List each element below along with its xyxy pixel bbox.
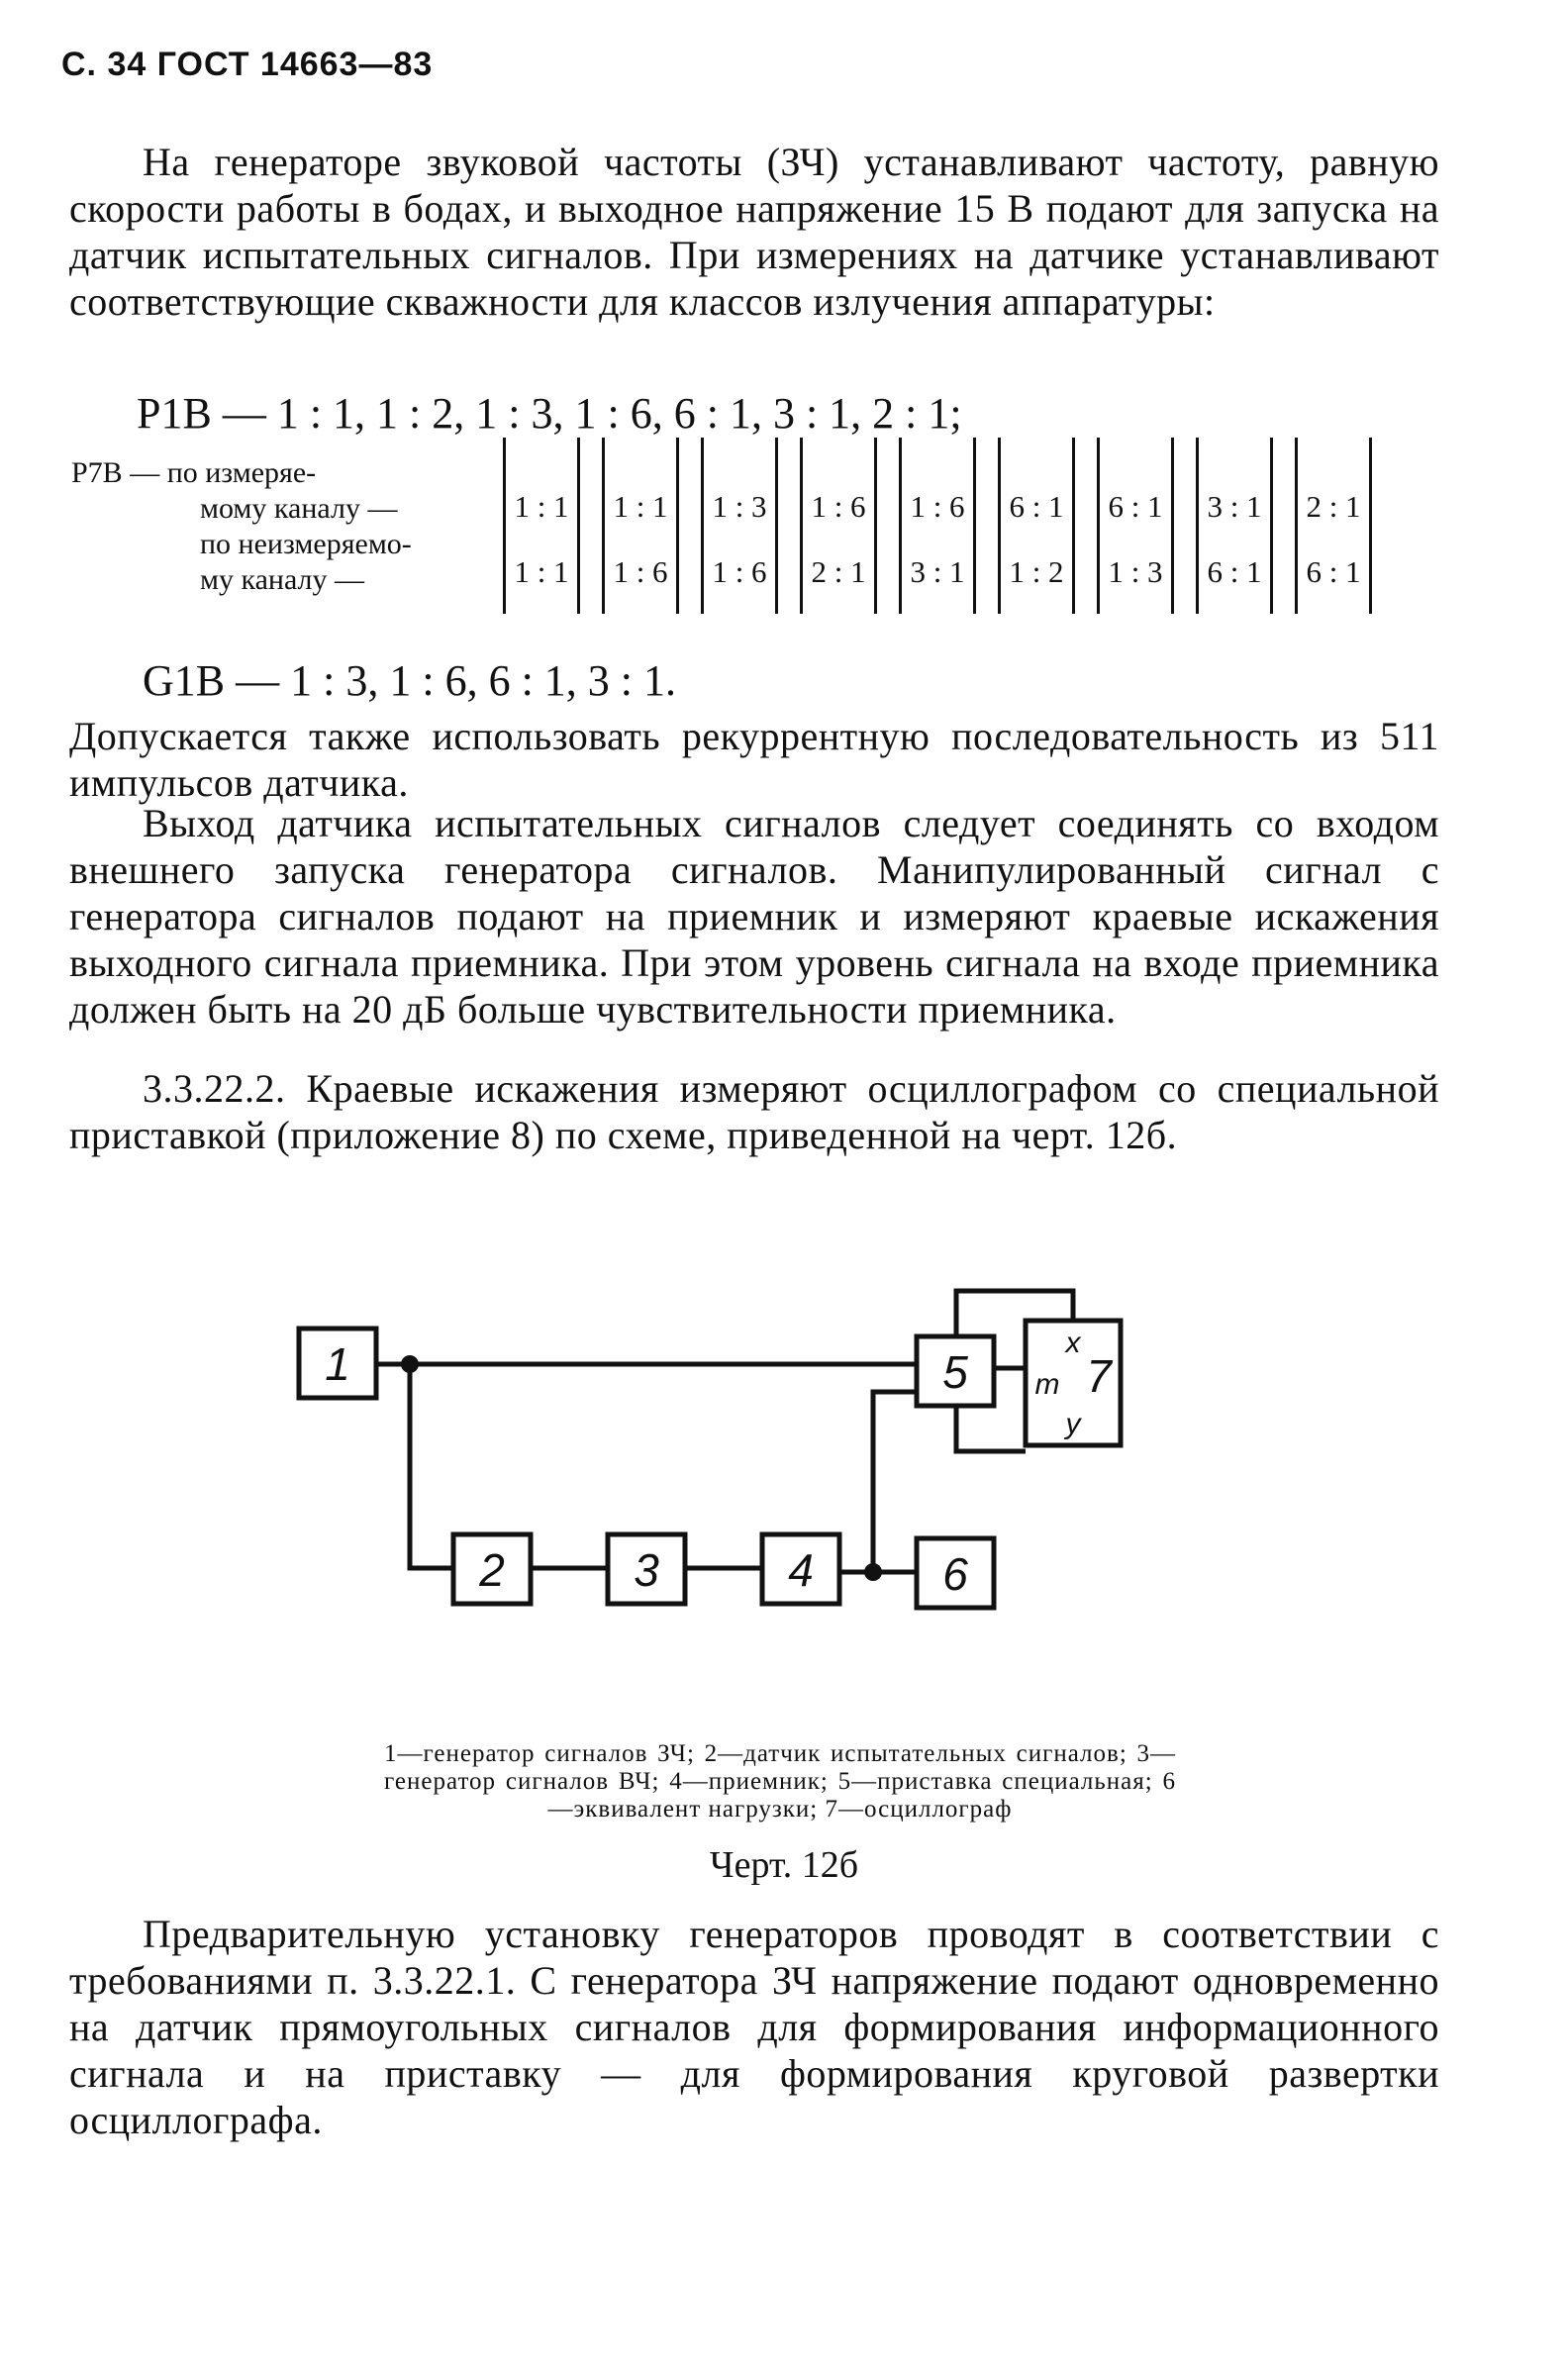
ratio-unmeasured: 2 : 1 bbox=[811, 554, 866, 589]
line-5-to-7-bottom bbox=[956, 1406, 1026, 1451]
ratio-measured: 1 : 1 bbox=[613, 489, 668, 524]
junction-dot-2 bbox=[864, 1563, 882, 1581]
ratio-measured: 2 : 1 bbox=[1306, 489, 1361, 524]
box-6-label: 6 bbox=[942, 1548, 968, 1600]
ratio-measured: 1 : 1 bbox=[514, 489, 569, 524]
line-5-to-7-top bbox=[956, 1291, 1073, 1336]
p7b-label-line1: P7B — по измеряе- bbox=[71, 456, 317, 489]
paragraph-recurrent-sequence: Допускается также использовать рекуррентную последовательность из 511 импульсов датчика. bbox=[69, 714, 1439, 805]
line-1-to-2 bbox=[410, 1364, 453, 1568]
label-y: y bbox=[1065, 1408, 1081, 1440]
p7b-ratio-pair bbox=[899, 438, 976, 614]
ratio-measured: 6 : 1 bbox=[1108, 489, 1163, 524]
ratio-unmeasured: 3 : 1 bbox=[910, 554, 965, 589]
p7b-label-line3: по неизмеряемо- bbox=[200, 528, 412, 560]
ratio-unmeasured: 1 : 2 bbox=[1009, 554, 1064, 589]
ratio-unmeasured: 1 : 6 bbox=[613, 554, 668, 589]
formula-g1b: G1B — 1 : 3, 1 : 6, 6 : 1, 3 : 1. bbox=[143, 656, 677, 705]
box-5-label: 5 bbox=[942, 1346, 968, 1398]
box-1-label: 1 bbox=[325, 1338, 350, 1390]
ratio-measured: 3 : 1 bbox=[1207, 489, 1262, 524]
p7b-ratio-pair bbox=[1295, 438, 1372, 614]
ratio-measured: 6 : 1 bbox=[1009, 489, 1064, 524]
ratio-unmeasured: 1 : 1 bbox=[514, 554, 569, 589]
formula-p1b: P1B — 1 : 1, 1 : 2, 1 : 3, 1 : 6, 6 : 1, 3 : 1, 2 : 1; bbox=[137, 389, 962, 438]
ratio-measured: 1 : 6 bbox=[910, 489, 965, 524]
paragraph-preliminary-setup: Предварительную установку генераторов проводят в соответствии с требованиями п. 3.3.22.1. С генератора ЗЧ напряжение подают одновременно на датчик прямоугольных сигналов для формирования информационного сигнала и на приставку — для формирования круговой развертки осциллографа. bbox=[69, 1912, 1439, 2142]
p7b-ratio-pair bbox=[800, 438, 877, 614]
box-2-label: 2 bbox=[479, 1544, 505, 1596]
p7b-ratio-pair bbox=[1196, 438, 1273, 614]
line-4-to-5 bbox=[873, 1392, 917, 1572]
p7b-label-line2: мому каналу — bbox=[200, 492, 398, 525]
junction-dot-1 bbox=[401, 1355, 419, 1373]
p7b-ratio-pair bbox=[1097, 438, 1174, 614]
ratio-measured: 1 : 3 bbox=[712, 489, 767, 524]
p7b-ratio-pair bbox=[998, 438, 1075, 614]
figure-title: Черт. 12б bbox=[709, 1844, 859, 1886]
ratio-unmeasured: 6 : 1 bbox=[1207, 554, 1262, 589]
figure-caption: 1—генератор сигналов ЗЧ; 2—датчик испытательных сигналов; 3—генератор сигналов ВЧ; 4—приемник; 5—приставка специальная; 6—эквивалент нагрузки; 7—осциллограф bbox=[384, 1740, 1176, 1823]
paragraph-generator-setup: На генераторе звуковой частоты (ЗЧ) устанавливают частоту, равную скорости работы в бодах, и выходное напряжение 15 В подают для запуска на датчик испытательных сигналов. При измерениях на датчике устанавливают соответствующие скважности для классов излучения аппаратуры: bbox=[69, 140, 1439, 324]
ratio-unmeasured: 1 : 3 bbox=[1108, 554, 1163, 589]
p7b-label-line4: му каналу — bbox=[200, 563, 365, 596]
p7b-ratio-pair bbox=[503, 438, 580, 614]
ratio-measured: 1 : 6 bbox=[811, 489, 866, 524]
box-3-label: 3 bbox=[634, 1544, 659, 1596]
box-7-label: 7 bbox=[1086, 1350, 1112, 1402]
page-header: С. 34 ГОСТ 14663—83 bbox=[61, 46, 434, 83]
box-4-label: 4 bbox=[788, 1544, 814, 1596]
block-diagram bbox=[0, 1257, 1568, 1653]
p7b-ratio-pair bbox=[701, 438, 778, 614]
paragraph-3-3-22-2: 3.3.22.2. Краевые искажения измеряют осциллографом со специальной приставкой (приложение 8) по схеме, приведенной на черт. 12б. bbox=[69, 1066, 1439, 1157]
paragraph-connection: Выход датчика испытательных сигналов следует соединять со входом внешнего запуска генератора сигналов. Манипулированный сигнал с генератора сигналов подают на приемник и измеряют краевые искажения выходного сигнала приемника. При этом уровень сигнала на входе приемника должен быть на 20 дБ больше чувствительности приемника. bbox=[69, 801, 1439, 1032]
ratio-unmeasured: 6 : 1 bbox=[1306, 554, 1361, 589]
ratio-unmeasured: 1 : 6 bbox=[712, 554, 767, 589]
p7b-ratio-pair bbox=[602, 438, 679, 614]
label-m: m bbox=[1034, 1368, 1060, 1401]
label-x: x bbox=[1065, 1327, 1081, 1359]
